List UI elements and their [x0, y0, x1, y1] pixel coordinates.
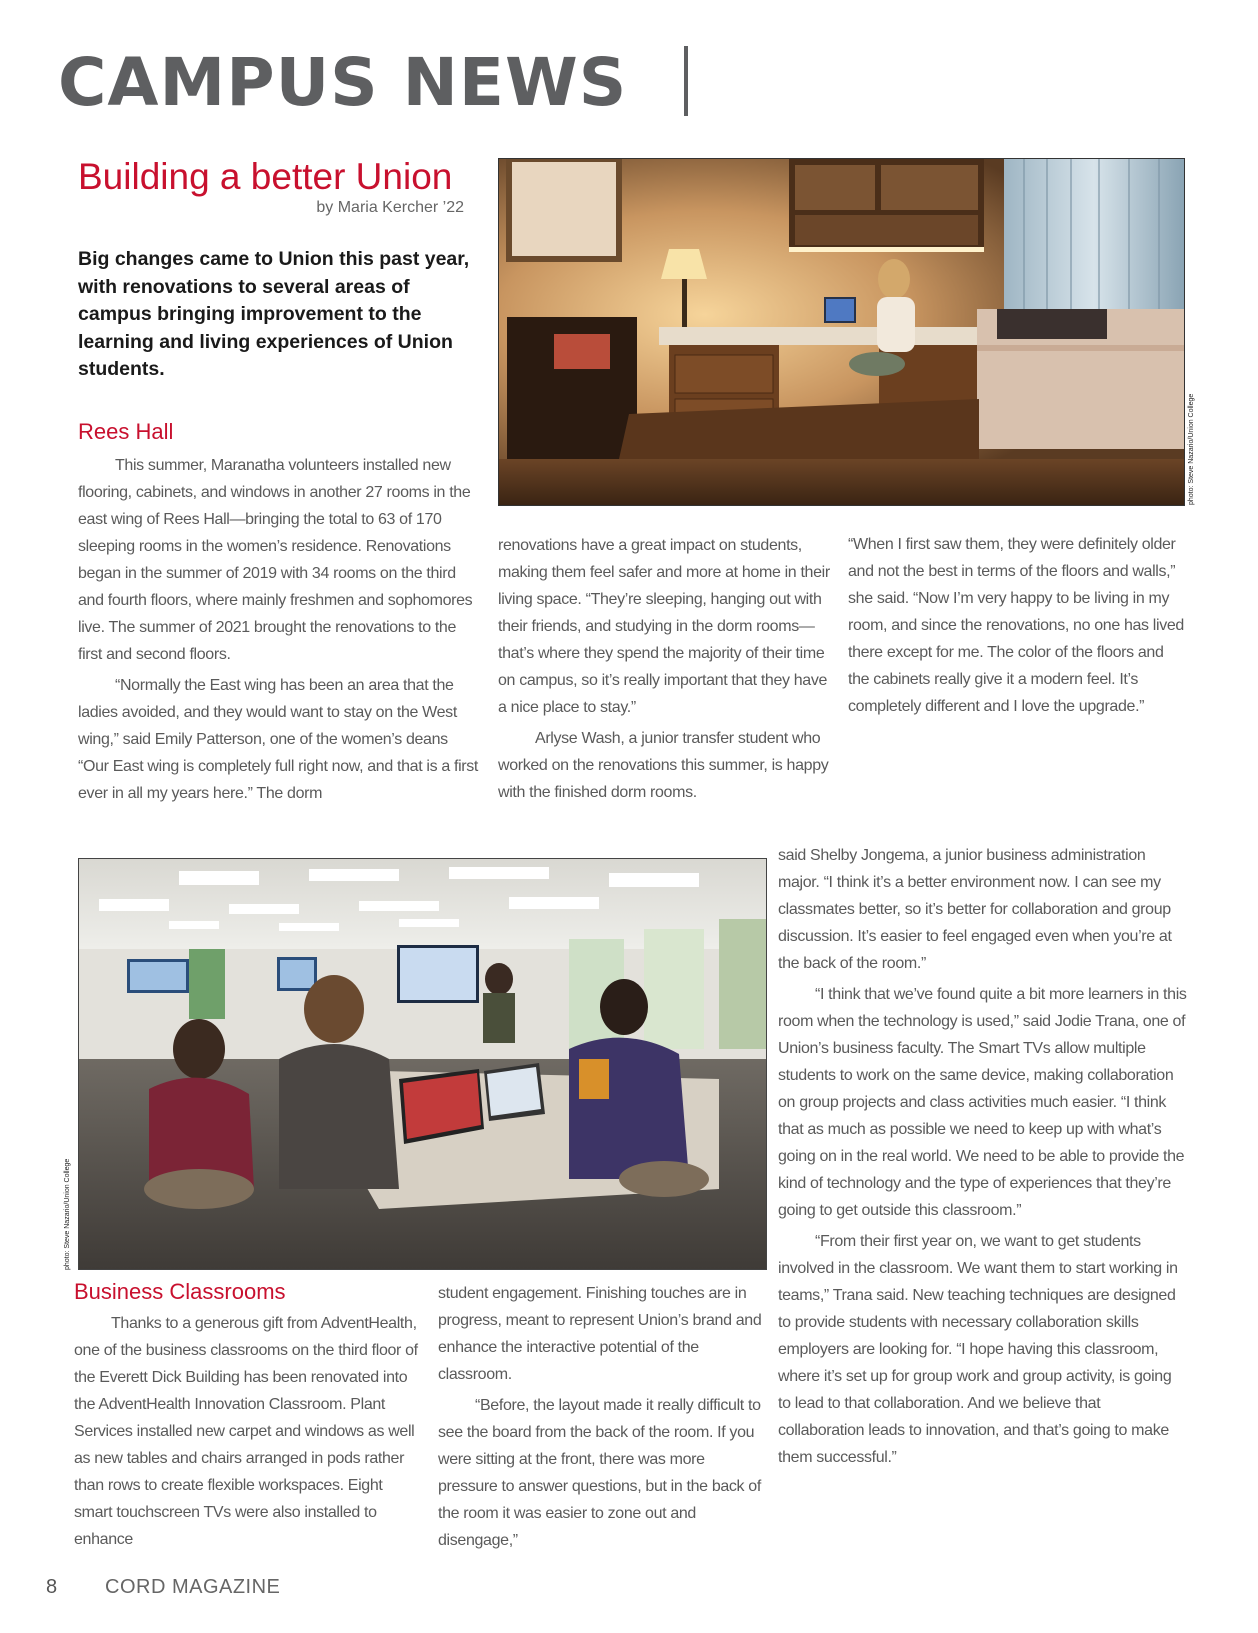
business-column-3 — [778, 842, 1188, 1475]
article-headline: Building a better Union — [78, 156, 453, 197]
business-column-1 — [74, 1310, 420, 1557]
rees-col1-para-1: This summer, Maranatha volunteers installed new flooring, cabinets, and windows in another 27 rooms in the east wing of Rees Hall—bringing the total to 63 of 170 sleeping rooms in the women’s residence. Renovations began in the summer of 2019 with 34 rooms on the third and fourth floors, where mainly freshmen and sophomores live. The summer of 2021 brought the renovations to the first and second floors. — [78, 457, 473, 663]
article-byline: by Maria Kercher ’22 — [316, 199, 464, 216]
business-classrooms-heading: Business Classrooms — [74, 1279, 286, 1304]
business-col3-para-3: “From their first year on, we want to get students involved in the classroom. We want them to start working in teams,” Trana said. New teaching techniques are designed to provide students with necessary collaboration skills employers are looking for. “I hope having this classroom, where it’s set up for group work and group activity, is going to lead to that collaboration. And we believe that collaboration leads to innovation, and that’s going to make them successful.” — [778, 1233, 1178, 1466]
business-col1-para-1: Thanks to a generous gift from AdventHealth, one of the business classrooms on the third floor of the Everett Dick Building has been renovated into the AdventHealth Innovation Classroom. Plant Services installed new carpet and windows as well as new tables and chairs arranged in pods rather than rows to create flexible workspaces. Eight smart touchscreen TVs were also installed to enhance — [74, 1315, 418, 1548]
classroom-photo-credit: photo: Steve Nazario/Union College — [64, 1158, 71, 1270]
rees-column-3 — [848, 531, 1188, 724]
rees-hall-heading: Rees Hall — [78, 419, 174, 444]
masthead-title: CAMPUS NEWS — [58, 44, 628, 121]
classroom-photo — [78, 858, 767, 1270]
rees-col1-para-2: “Normally the East wing has been an area that the ladies avoided, and they would want to stay on the West wing,” said Emily Patterson, one of the women’s deans “Our East wing is completely full right now, and that is a first ever in all my years here.” The dorm — [78, 677, 478, 802]
business-column-2 — [438, 1280, 762, 1558]
masthead-divider — [684, 46, 688, 116]
magazine-name: CORD MAGAZINE — [105, 1576, 281, 1598]
business-col3-para-2: “I think that we’ve found quite a bit more learners in this room when the technology is used,” said Jodie Trana, one of Union’s business faculty. The Smart TVs allow multiple students to work on the same device, making collaboration on group projects and class activities much easier. “I think that as much as possible we need to keep up with what’s going on in the real world. We need to be able to provide the kind of technology and the type of experiences that they’re going to get outside this classroom.” — [778, 986, 1187, 1219]
page-number: 8 — [46, 1576, 58, 1598]
rees-column-2 — [498, 532, 834, 810]
rees-col3-para-1: “When I first saw them, they were definitely older and not the best in terms of the floors and walls,” she said. “Now I’m very happy to be living in my room, and since the renovations, no one has lived there except for me. The color of the floors and the cabinets really give it a modern feel. It’s completely different and I love the upgrade.” — [848, 536, 1184, 715]
business-col2-para-1: student engagement. Finishing touches are in progress, meant to represent Union’s brand and enhance the interactive potential of the classroom. — [438, 1285, 762, 1383]
business-col3-para-1: said Shelby Jongema, a junior business administration major. “I think it’s a better environment now. I can see my classmates better, so it’s better for collaboration and group discussion. It’s easier to feel engaged even when you’re at the back of the room.” — [778, 847, 1172, 972]
business-col2-para-2: “Before, the layout made it really difficult to see the board from the back of the room. If you were sitting at the front, there was more pressure to answer questions, but in the back of the room it was easier to zone out and disengage,” — [438, 1397, 761, 1549]
rees-column-1 — [78, 452, 478, 811]
rees-col2-para-2: Arlyse Wash, a junior transfer student who worked on the renovations this summer, is happy with the finished dorm rooms. — [498, 730, 829, 801]
rees-col2-para-1: renovations have a great impact on students, making them feel safer and more at home in their living space. “They’re sleeping, hanging out with their friends, and studying in the dorm rooms—that’s where they spend the majority of their time on campus, so it’s really important that they have a nice place to stay.” — [498, 537, 830, 716]
dorm-room-photo — [498, 158, 1185, 506]
dorm-photo-credit: photo: Steve Nazario/Union College — [1188, 393, 1195, 505]
article-lede: Big changes came to Union this past year, with renovations to several areas of campus bringing improvement to the learning and living experiences of Union students. — [78, 248, 470, 380]
